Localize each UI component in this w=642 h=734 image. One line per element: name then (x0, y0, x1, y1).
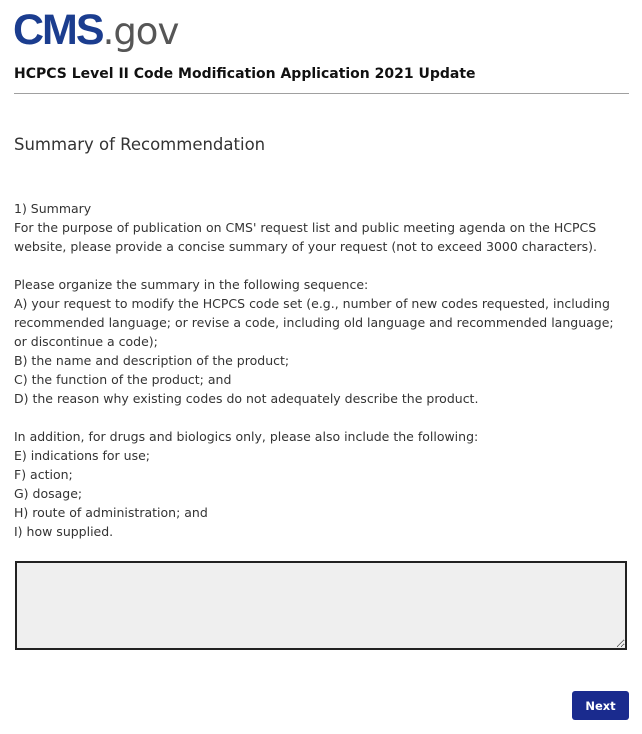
instruction-line: B) the name and description of the product; (14, 353, 290, 368)
instruction-line: For the purpose of publication on CMS' request list and public meeting agenda on the HCPCS (14, 220, 597, 235)
instruction-line: A) your request to modify the HCPCS code set (e.g., number of new codes requested, including (14, 296, 610, 311)
instruction-line: 1) Summary (14, 201, 92, 216)
instruction-line: Please organize the summary in the following sequence: (14, 277, 369, 292)
instruction-line: C) the function of the product; and (14, 372, 232, 387)
instruction-line: I) how supplied. (14, 524, 114, 539)
instructions-block (14, 199, 626, 541)
instruction-line: In addition, for drugs and biologics only, please also include the following: (14, 429, 479, 444)
instruction-line: website, please provide a concise summary of your request (not to exceed 3000 characters). (14, 239, 598, 254)
instruction-line: or discontinue a code); (14, 334, 158, 349)
summary-field-wrapper (15, 561, 627, 650)
instruction-line: H) route of administration; and (14, 505, 208, 520)
paragraph-gap (14, 408, 626, 427)
application-title: HCPCS Level II Code Modification Application 2021 Update (14, 66, 476, 82)
instruction-line: D) the reason why existing codes do not adequately describe the product. (14, 391, 479, 406)
next-button[interactable]: Next (572, 691, 629, 720)
instruction-line: F) action; (14, 467, 73, 482)
section-title: Summary of Recommendation (14, 135, 266, 154)
summary-textarea[interactable] (15, 561, 627, 650)
paragraph-gap (14, 256, 626, 275)
instruction-line: recommended language; or revise a code, including old language and recommended language; (14, 315, 614, 330)
header-divider (14, 93, 629, 94)
logo-gov-text: .gov (102, 10, 179, 53)
instruction-line: E) indications for use; (14, 448, 151, 463)
cms-gov-logo (13, 6, 179, 54)
logo-cms-text: CMS (13, 6, 103, 54)
instruction-line: G) dosage; (14, 486, 83, 501)
